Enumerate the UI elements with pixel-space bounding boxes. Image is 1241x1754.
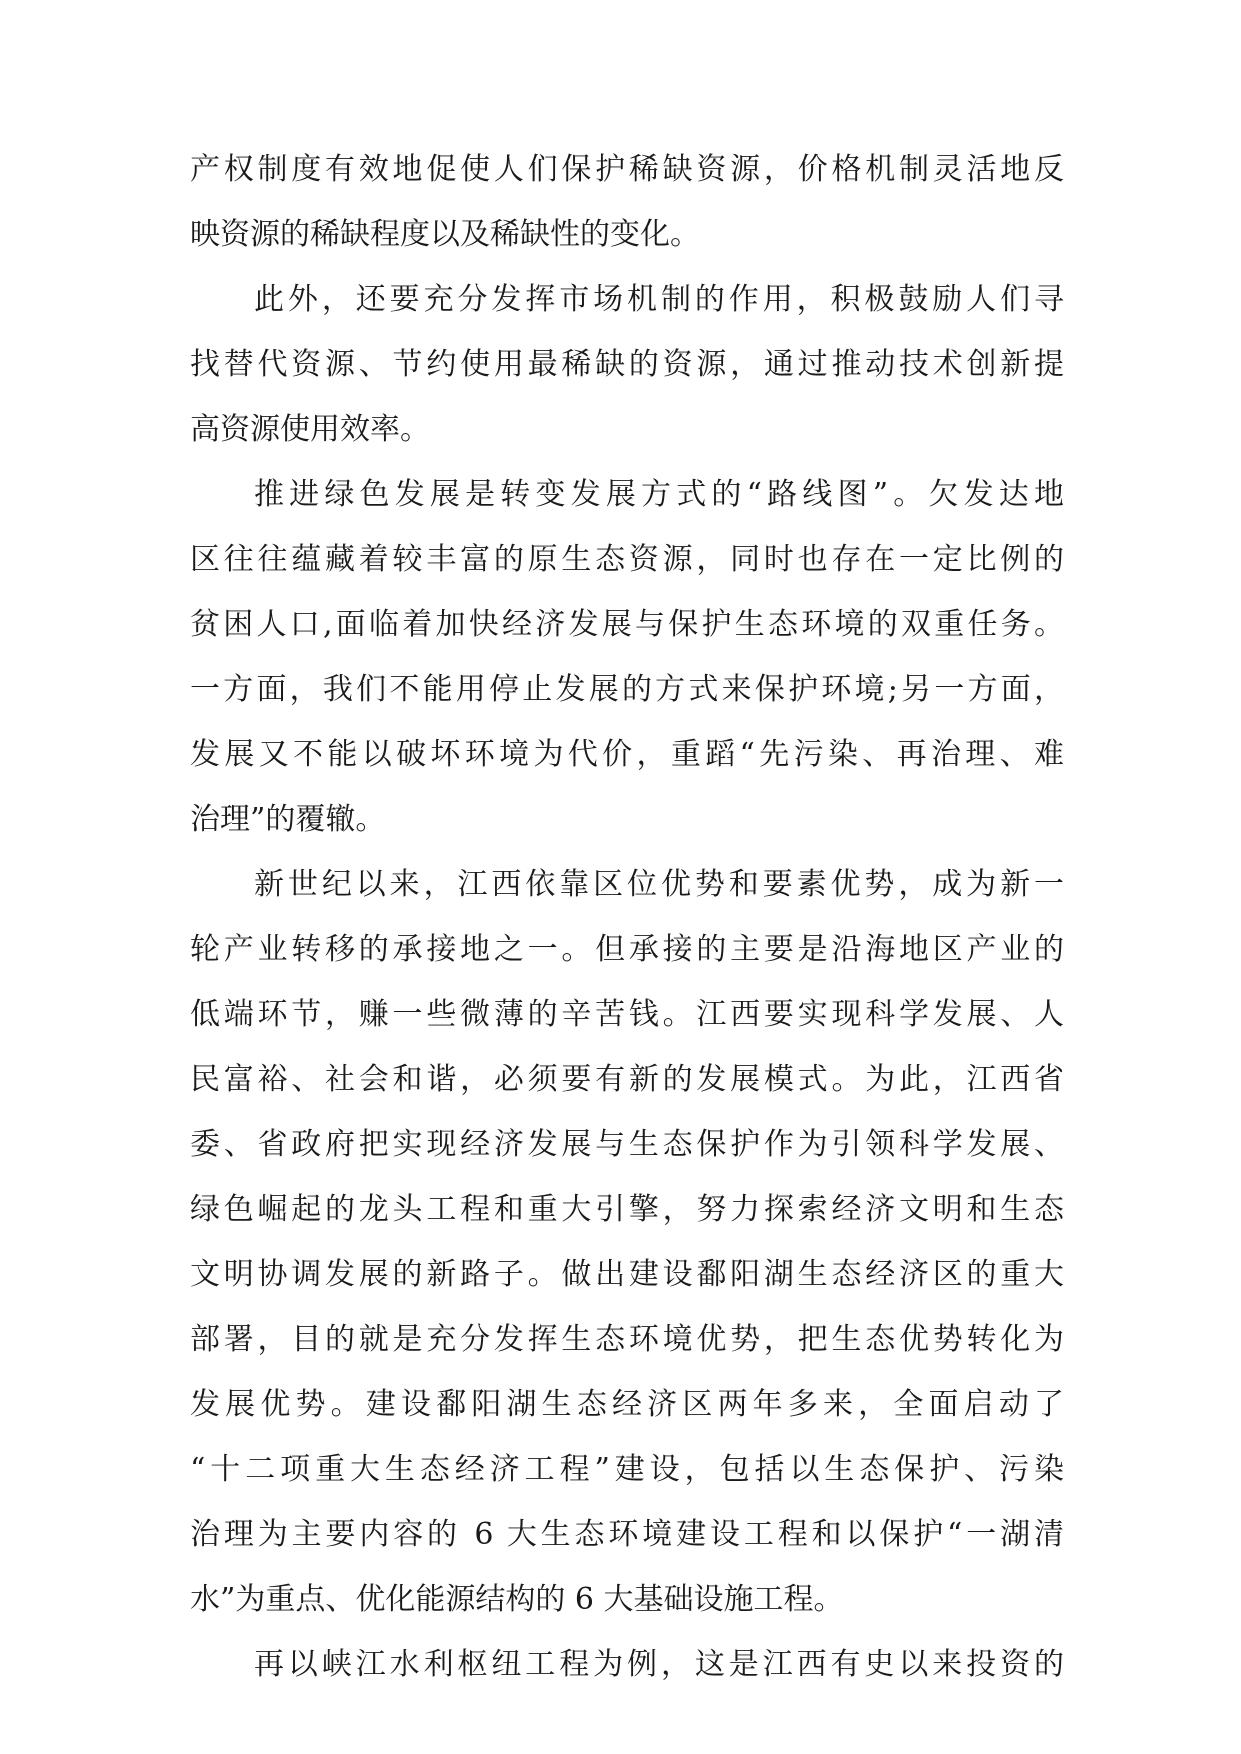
text-line: 区往往蕴藏着较丰富的原生态资源，同时也存在一定比例的 <box>190 542 1064 577</box>
text-line: 低端环节，赚一些微薄的辛苦钱。江西要实现科学发展、人 <box>190 997 1064 1032</box>
text-line: 贫困人口,面临着加快经济发展与保护生态环境的双重任务。 <box>190 607 1064 642</box>
text-line: 文明协调发展的新路子。做出建设鄱阳湖生态经济区的重大 <box>190 1257 1064 1292</box>
text-line: “十二项重大生态经济工程”建设，包括以生态保护、污染 <box>190 1452 1064 1487</box>
text-line: 一方面，我们不能用停止发展的方式来保护环境;另一方面， <box>190 672 1064 707</box>
text-line: 映资源的稀缺程度以及稀缺性的变化。 <box>190 217 700 252</box>
text-line: 再以峡江水利枢纽工程为例，这是江西有史以来投资的 <box>254 1647 1064 1682</box>
text-line: 委、省政府把实现经济发展与生态保护作为引领科学发展、 <box>190 1127 1064 1162</box>
text-line: 高资源使用效率。 <box>190 412 430 447</box>
text-line: 新世纪以来，江西依靠区位优势和要素优势，成为新一 <box>254 867 1064 902</box>
text-line: 民富裕、社会和谐，必须要有新的发展模式。为此，江西省 <box>190 1062 1064 1097</box>
text-line: 治理”的覆辙。 <box>190 802 386 837</box>
text-line: 轮产业转移的承接地之一。但承接的主要是沿海地区产业的 <box>190 932 1064 967</box>
text-line: 发展优势。建设鄱阳湖生态经济区两年多来，全面启动了 <box>190 1387 1064 1422</box>
text-line: 此外，还要充分发挥市场机制的作用，积极鼓励人们寻 <box>254 282 1064 317</box>
text-line: 水”为重点、优化能源结构的 6 大基础设施工程。 <box>190 1582 844 1617</box>
text-line: 产权制度有效地促使人们保护稀缺资源，价格机制灵活地反 <box>190 152 1064 187</box>
text-line: 找替代资源、节约使用最稀缺的资源，通过推动技术创新提 <box>190 347 1064 382</box>
text-line: 发展又不能以破坏环境为代价，重蹈“先污染、再治理、难 <box>190 737 1064 772</box>
text-line: 部署，目的就是充分发挥生态环境优势，把生态优势转化为 <box>190 1322 1064 1357</box>
text-line: 推进绿色发展是转变发展方式的“路线图”。欠发达地 <box>254 477 1064 512</box>
text-line: 治理为主要内容的 6 大生态环境建设工程和以保护“一湖清 <box>190 1517 1064 1552</box>
text-line: 绿色崛起的龙头工程和重大引擎，努力探索经济文明和生态 <box>190 1192 1064 1227</box>
